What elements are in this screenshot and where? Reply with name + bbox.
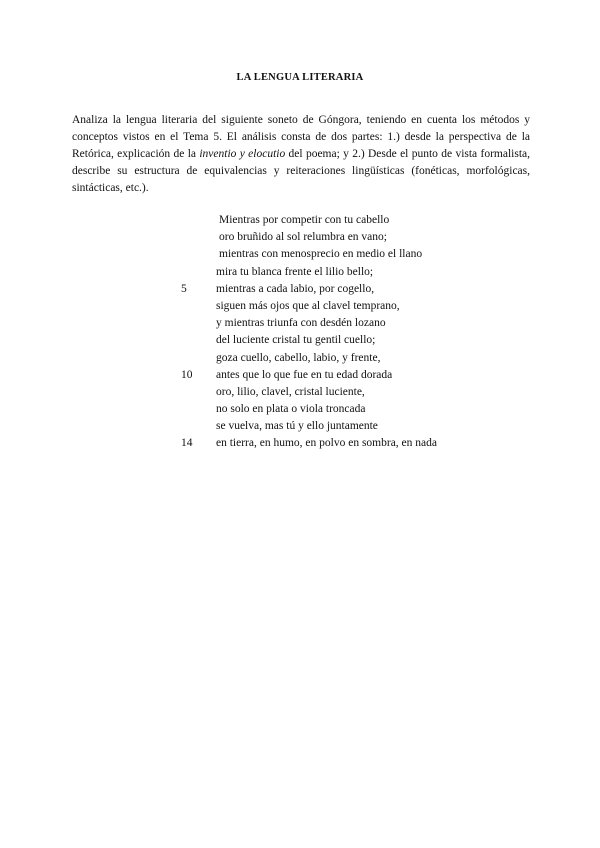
poem-line <box>0 367 600 384</box>
line-text: goza cuello, cabello, labio, y frente, <box>216 351 381 364</box>
line-text: del luciente cristal tu gentil cuello; <box>216 334 376 347</box>
poem-line <box>0 418 600 435</box>
poem-line <box>0 298 600 315</box>
poem-line <box>0 281 600 298</box>
poem-line <box>0 229 600 246</box>
line-text: se vuelva, mas tú y ello juntamente <box>216 420 378 433</box>
line-text: oro, lilio, clavel, cristal luciente, <box>216 385 365 398</box>
page-title: LA LENGUA LITERARIA <box>236 72 364 83</box>
instructions-paragraph <box>72 112 530 197</box>
poem-line <box>0 350 600 367</box>
poem-line <box>0 264 600 281</box>
line-text: mientras a cada labio, por cogello, <box>216 282 375 295</box>
instructions-text-part1: Analiza la lengua literaria del siguiente soneto de Góngora, teniendo en cuenta los métodos y conceptos vistos en el Tema 5. El análisis consta de dos partes: 1.) desde la perspectiva de la Retórica, explicación de la <box>72 113 530 160</box>
poem-line <box>0 315 600 332</box>
poem-line <box>0 246 600 263</box>
line-text: y mientras triunfa con desdén lozano <box>216 317 386 330</box>
line-number: 5 <box>181 282 187 295</box>
instructions-italic-term: inventio y elocutio <box>199 147 286 160</box>
line-text: no solo en plata o viola troncada <box>216 403 366 416</box>
line-number: 10 <box>181 368 193 381</box>
line-text: en tierra, en humo, en polvo en sombra, en nada <box>216 437 437 450</box>
line-text: Mientras por competir con tu cabello <box>219 214 390 226</box>
line-text: mira tu blanca frente el lilio bello; <box>216 265 374 278</box>
poem-line <box>0 435 600 452</box>
poem-line <box>0 401 600 418</box>
poem-line <box>0 384 600 401</box>
line-text: mientras con menosprecio en medio el llano <box>219 248 423 261</box>
sonnet <box>0 212 600 453</box>
poem-line <box>0 212 600 229</box>
line-number: 14 <box>181 437 193 450</box>
line-text: siguen más ojos que al clavel temprano, <box>216 299 400 312</box>
poem-line <box>0 332 600 349</box>
line-text: oro bruñido al sol relumbra en vano; <box>219 231 387 244</box>
line-text: antes que lo que fue en tu edad dorada <box>216 368 393 381</box>
instructions-text-part2: del poema; y 2.) Desde el punto de vista formalista, describe su estructura de equivalencias y reiteraciones lingüísticas (fonéticas, morfológicas, sintácticas, etc.). <box>72 147 530 194</box>
